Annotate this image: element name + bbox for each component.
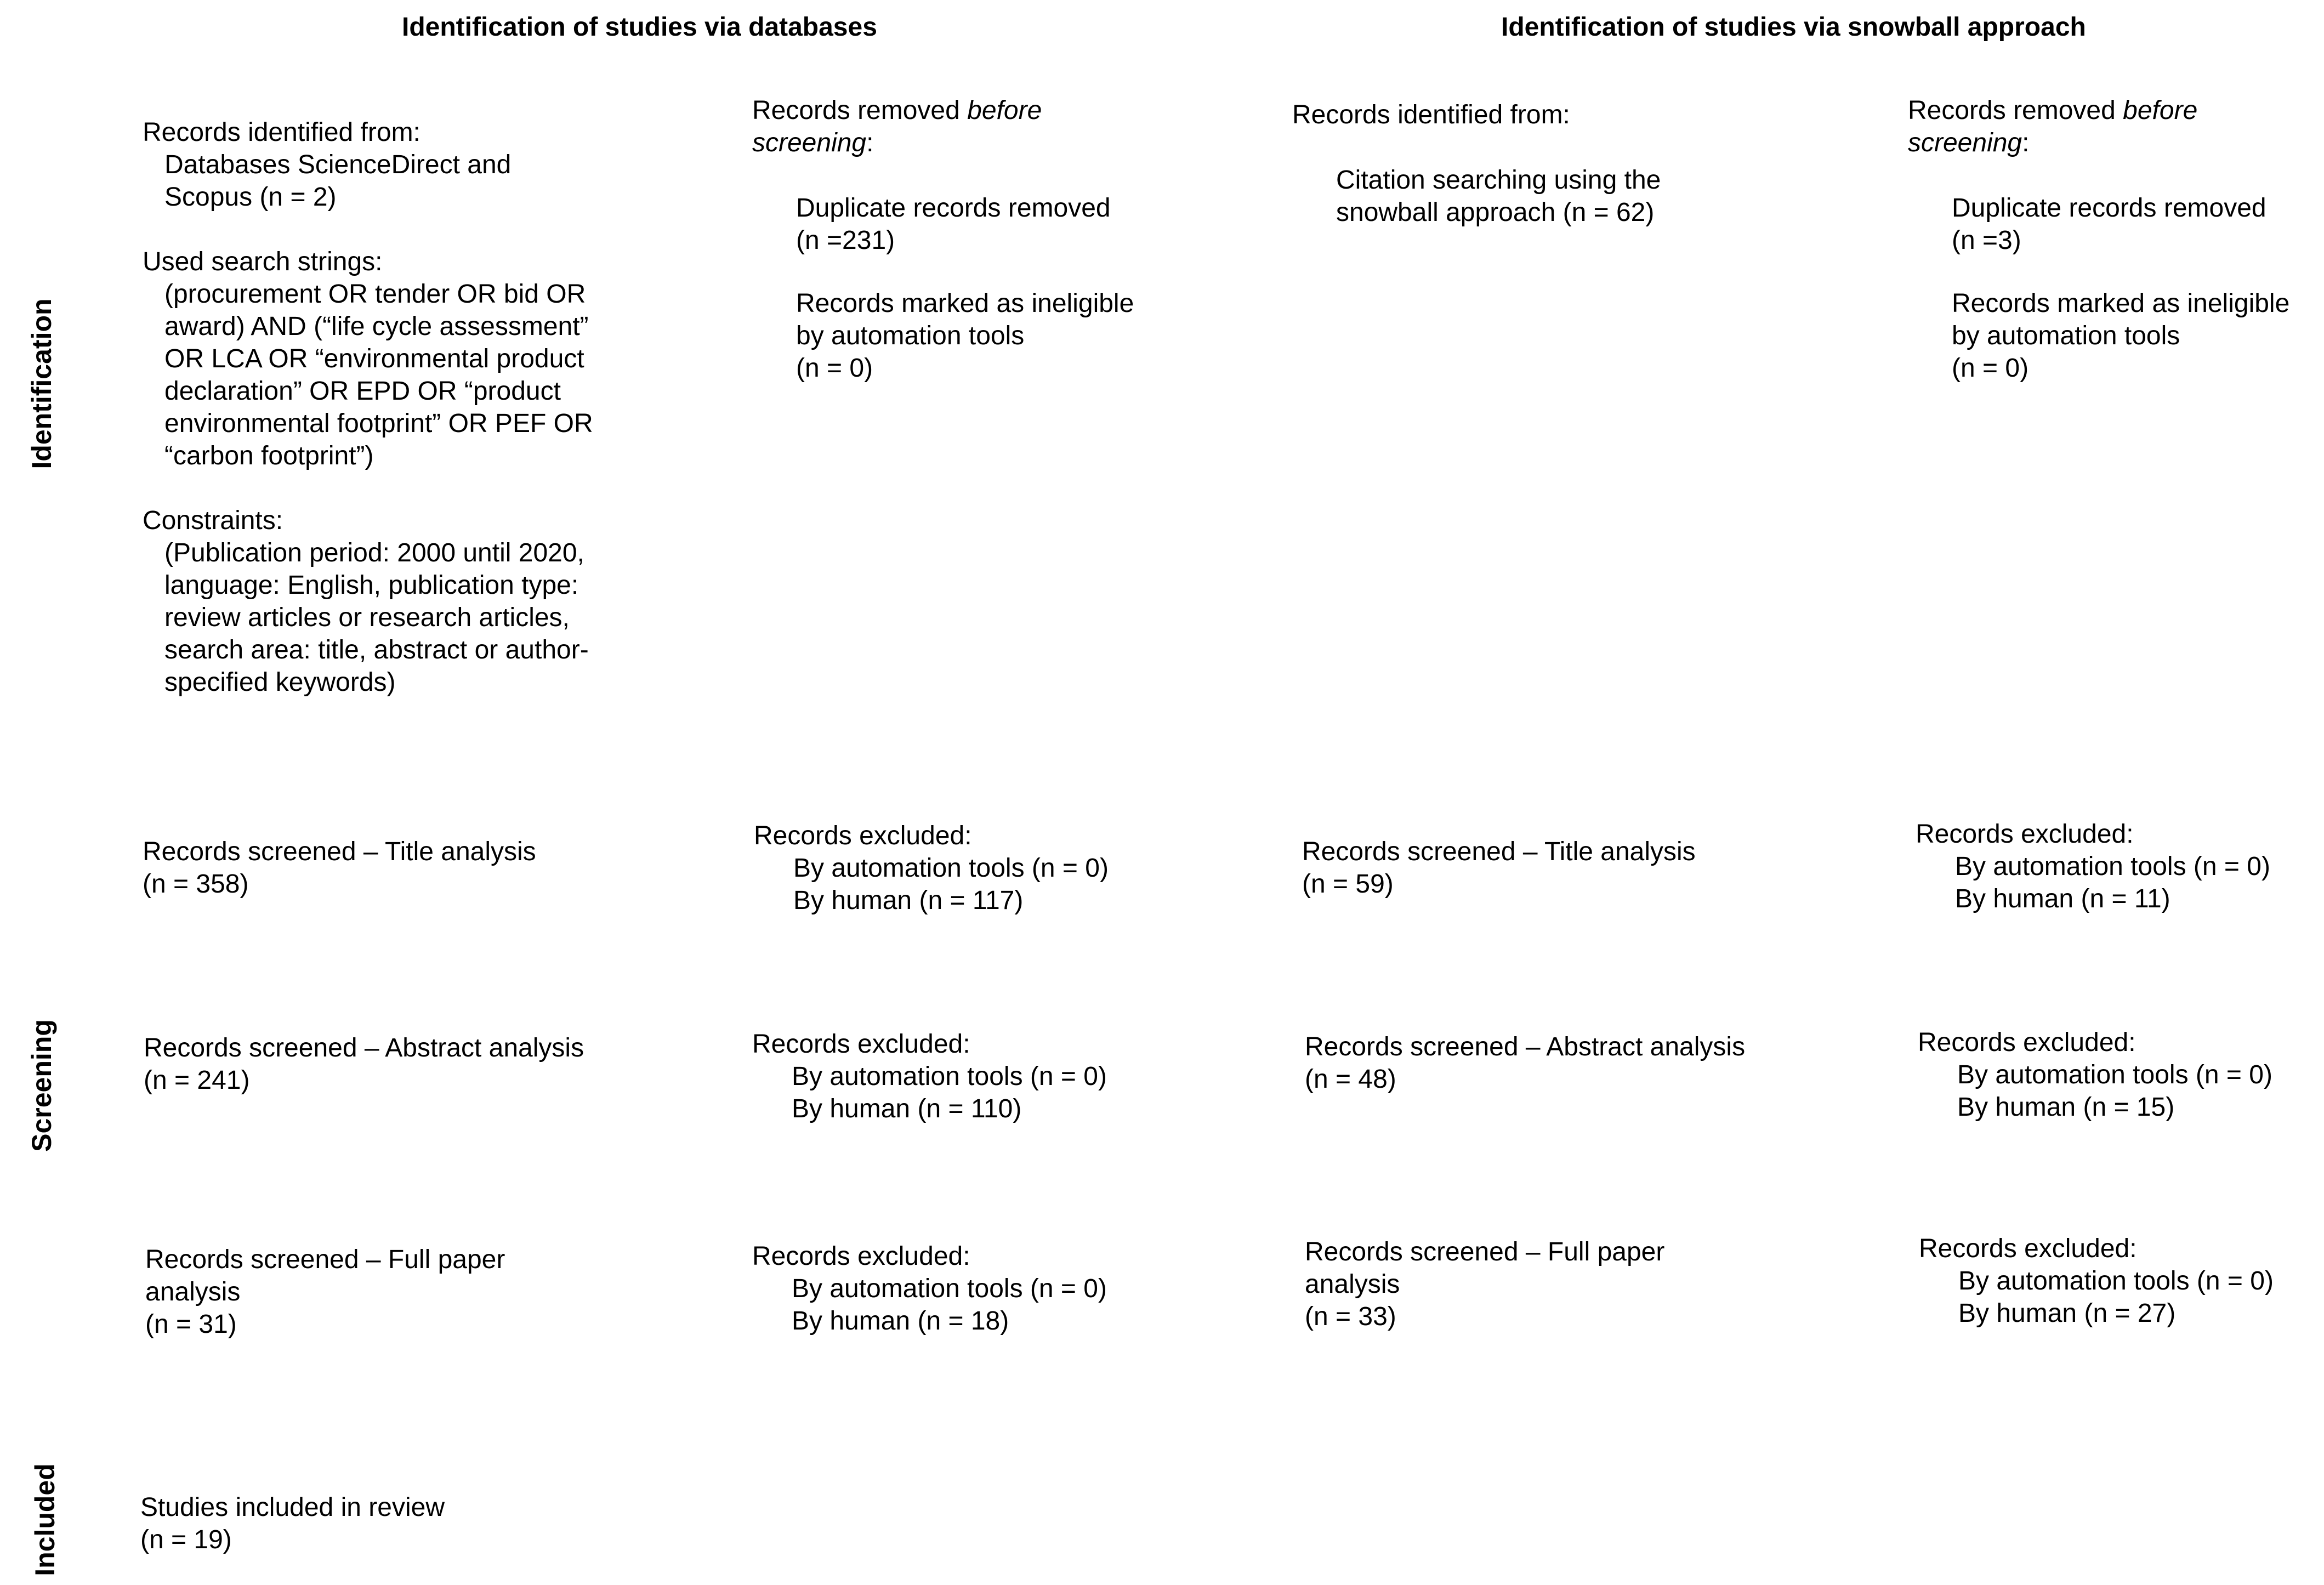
stage-identification: Identification: [26, 298, 57, 469]
db-search-line: environmental footprint” OR PEF OR: [164, 409, 593, 438]
sb-title-screened: [1302, 836, 1696, 900]
db-title-excluded-title: Records excluded:: [754, 821, 972, 850]
db-abstract-screened: [144, 1032, 584, 1097]
db-title-excluded-human: By human (n = 117): [793, 886, 1024, 915]
studies-included-count: (n = 19): [140, 1525, 232, 1554]
sb-identified-line: snowball approach (n = 62): [1336, 198, 1655, 227]
db-title-screened-count: (n = 358): [143, 870, 249, 899]
db-ineligible-label: by automation tools: [796, 321, 1025, 350]
sb-abstract-screened-label: Records screened – Abstract analysis: [1305, 1032, 1746, 1061]
sb-identified-line: Citation searching using the: [1336, 166, 1661, 195]
sb-title-excluded-title: Records excluded:: [1916, 820, 2134, 849]
stage-screening: Screening: [26, 1019, 57, 1152]
sb-duplicate-count: (n =3): [1952, 226, 2021, 255]
sb-fullpaper-excluded: [1919, 1232, 2274, 1330]
db-removed-title-line2: screening:: [752, 128, 874, 157]
sb-fullpaper-excluded-human: By human (n = 27): [1958, 1299, 2176, 1328]
db-fullpaper-excluded: [752, 1240, 1107, 1337]
studies-included-label: Studies included in review: [140, 1493, 445, 1522]
db-fullpaper-screened-label: Records screened – Full paper: [145, 1245, 505, 1274]
sb-abstract-excluded: [1918, 1026, 2272, 1123]
db-constraints-title: Constraints:: [143, 506, 283, 535]
db-search-line: OR LCA OR “environmental product: [164, 344, 584, 373]
db-constraints-line: search area: title, abstract or author-: [164, 635, 589, 664]
db-abstract-excluded-human: By human (n = 110): [792, 1094, 1022, 1123]
db-constraints-line: language: English, publication type:: [164, 571, 579, 600]
db-search-line: “carbon footprint”): [164, 441, 374, 470]
db-search-title: Used search strings:: [143, 247, 383, 276]
sb-records-removed: [1908, 94, 2289, 384]
db-constraints-line: (Publication period: 2000 until 2020,: [164, 538, 584, 567]
sb-fullpaper-screened: [1305, 1236, 1664, 1333]
db-fullpaper-excluded-auto: By automation tools (n = 0): [792, 1274, 1107, 1303]
sb-abstract-excluded-human: By human (n = 15): [1957, 1093, 2175, 1122]
db-abstract-excluded: [752, 1028, 1107, 1125]
db-fullpaper-screened: [145, 1243, 505, 1340]
sb-title-excluded: [1916, 818, 2270, 915]
sb-abstract-excluded-title: Records excluded:: [1918, 1028, 2136, 1057]
db-identified-line: Databases ScienceDirect and: [164, 150, 512, 179]
db-constraints-line: review articles or research articles,: [164, 603, 570, 632]
db-fullpaper-screened-label: analysis: [145, 1277, 241, 1306]
db-ineligible-label: Records marked as ineligible: [796, 289, 1134, 318]
db-duplicate-count: (n =231): [796, 226, 895, 255]
db-title-screened: [143, 836, 536, 900]
sb-fullpaper-screened-label: analysis: [1305, 1270, 1400, 1299]
db-fullpaper-excluded-title: Records excluded:: [752, 1242, 970, 1271]
sb-removed-title-line2: screening:: [1908, 128, 2030, 157]
db-abstract-excluded-title: Records excluded:: [752, 1030, 970, 1059]
db-title-screened-label: Records screened – Title analysis: [143, 837, 536, 866]
stage-included: Included: [30, 1463, 60, 1576]
db-records-removed: [752, 94, 1134, 384]
db-identified-title: Records identified from:: [143, 118, 421, 147]
db-fullpaper-excluded-human: By human (n = 18): [792, 1306, 1009, 1336]
db-title-excluded: [754, 820, 1109, 917]
db-abstract-excluded-auto: By automation tools (n = 0): [792, 1062, 1107, 1091]
sb-ineligible-label: by automation tools: [1952, 321, 2180, 350]
db-removed-title-line1: Records removed before: [752, 96, 1042, 125]
db-abstract-screened-count: (n = 241): [144, 1066, 250, 1095]
sb-fullpaper-excluded-title: Records excluded:: [1919, 1234, 2137, 1263]
sb-fullpaper-screened-label: Records screened – Full paper: [1305, 1237, 1665, 1266]
db-ineligible-count: (n = 0): [796, 354, 873, 383]
sb-title-excluded-human: By human (n = 11): [1955, 884, 2170, 913]
sb-title-excluded-auto: By automation tools (n = 0): [1955, 852, 2270, 881]
db-fullpaper-screened-count: (n = 31): [145, 1310, 237, 1339]
sb-duplicate-label: Duplicate records removed: [1952, 194, 2266, 223]
db-title-excluded-auto: By automation tools (n = 0): [793, 854, 1109, 883]
sb-removed-title-line1: Records removed before: [1908, 96, 2198, 125]
sb-title-screened-label: Records screened – Title analysis: [1302, 837, 1696, 866]
sb-ineligible-label: Records marked as ineligible: [1952, 289, 2290, 318]
sb-ineligible-count: (n = 0): [1952, 354, 2029, 383]
db-duplicate-label: Duplicate records removed: [796, 194, 1111, 223]
db-abstract-screened-label: Records screened – Abstract analysis: [144, 1033, 584, 1063]
db-constraints-line: specified keywords): [164, 668, 396, 697]
db-search-line: declaration” OR EPD OR “product: [164, 377, 561, 406]
sb-identified-title: Records identified from:: [1292, 100, 1570, 129]
header-databases: Identification of studies via databases: [402, 13, 877, 42]
db-identified-line: Scopus (n = 2): [164, 183, 337, 212]
studies-included: [140, 1491, 445, 1556]
sb-abstract-screened-count: (n = 48): [1305, 1065, 1396, 1094]
sb-title-screened-count: (n = 59): [1302, 870, 1394, 899]
db-records-identified: [143, 116, 593, 698]
db-search-line: (procurement OR tender OR bid OR: [164, 280, 586, 309]
sb-abstract-excluded-auto: By automation tools (n = 0): [1957, 1060, 2272, 1089]
sb-fullpaper-screened-count: (n = 33): [1305, 1302, 1396, 1331]
sb-fullpaper-excluded-auto: By automation tools (n = 0): [1958, 1266, 2274, 1296]
sb-abstract-screened: [1305, 1031, 1745, 1095]
db-search-line: award) AND (“life cycle assessment”: [164, 312, 589, 341]
sb-records-identified: [1292, 99, 1661, 229]
header-snowball: Identification of studies via snowball approach: [1501, 13, 2086, 42]
